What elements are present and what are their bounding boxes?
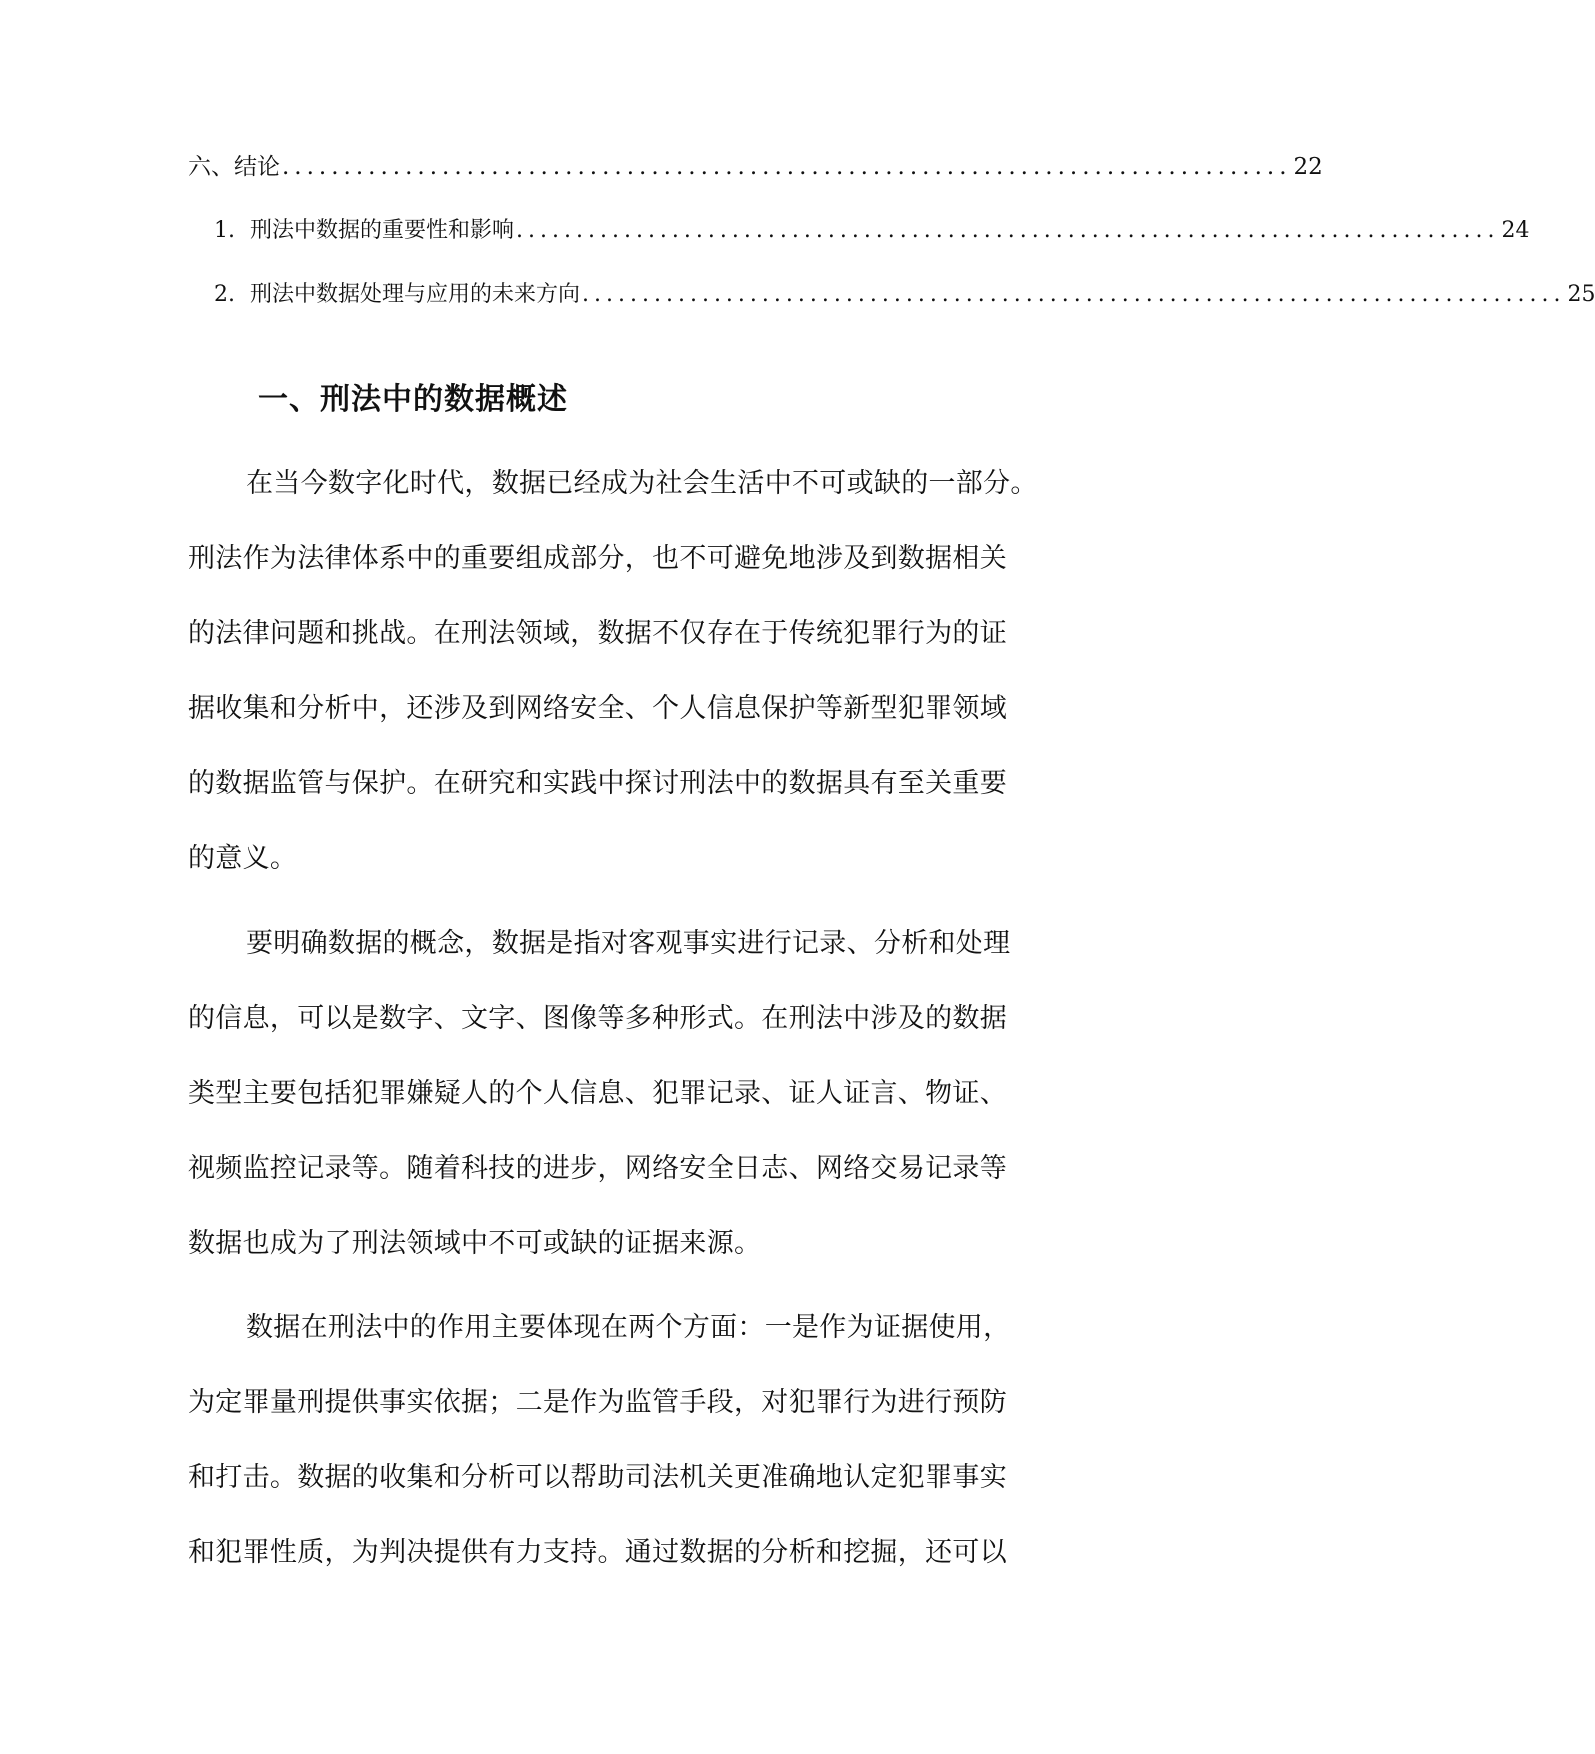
toc-entry-label: 刑法中数据处理与应用的未来方向 bbox=[250, 282, 581, 307]
paragraph-line: 在当今数字化时代，数据已经成为社会生活中不可或缺的一部分。 bbox=[246, 468, 1038, 499]
paragraph-line: 要明确数据的概念，数据是指对客观事实进行记录、分析和处理 bbox=[246, 928, 1011, 959]
paragraph-line: 的法律问题和挑战。在刑法领域，数据不仅存在于传统犯罪行为的证 bbox=[188, 618, 1007, 649]
body-paragraph bbox=[188, 1290, 1052, 1590]
paragraph-line: 类型主要包括犯罪嫌疑人的个人信息、犯罪记录、证人证言、物证、 bbox=[188, 1078, 1007, 1109]
toc-page-number: 25 bbox=[1567, 282, 1595, 307]
body-paragraph bbox=[188, 446, 1052, 896]
paragraph-line: 和犯罪性质，为判决提供有力支持。通过数据的分析和挖掘，还可以 bbox=[188, 1537, 1007, 1568]
paragraph-line: 视频监控记录等。随着科技的进步，网络安全日志、网络交易记录等 bbox=[188, 1153, 1007, 1184]
paragraph-line: 为定罪量刑提供事实依据；二是作为监管手段，对犯罪行为进行预防 bbox=[188, 1387, 1007, 1418]
toc-entry-sub-1[interactable] bbox=[214, 214, 1530, 248]
paragraph-line: 和打击。数据的收集和分析可以帮助司法机关更准确地认定犯罪事实 bbox=[188, 1462, 1007, 1493]
toc-entry-label: 刑法中数据的重要性和影响 bbox=[250, 218, 515, 243]
toc-entry-label: 六、结论 bbox=[188, 154, 280, 180]
toc-entry-conclusion[interactable] bbox=[188, 150, 1323, 184]
toc-entry-number: 1. bbox=[214, 218, 235, 243]
toc-page-number: 22 bbox=[1293, 154, 1323, 180]
toc-leader-dots: .................................................................................. bbox=[282, 154, 1292, 180]
toc-entry-sub-2[interactable] bbox=[214, 278, 1595, 312]
paragraph-line: 的数据监管与保护。在研究和实践中探讨刑法中的数据具有至关重要 bbox=[188, 768, 1007, 799]
paragraph-line: 的信息，可以是数字、文字、图像等多种形式。在刑法中涉及的数据 bbox=[188, 1003, 1007, 1034]
toc-entry-number: 2. bbox=[214, 282, 235, 307]
toc-page-number: 24 bbox=[1501, 218, 1530, 243]
paragraph-line: 数据在刑法中的作用主要体现在两个方面：一是作为证据使用， bbox=[246, 1312, 1011, 1343]
section-heading: 一、刑法中的数据概述 bbox=[258, 382, 568, 417]
toc-leader-dots: .................................................................................. bbox=[582, 282, 1566, 307]
body-paragraph bbox=[188, 906, 1052, 1281]
paragraph-line: 数据也成为了刑法领域中不可或缺的证据来源。 bbox=[188, 1228, 762, 1259]
paragraph-line: 的意义。 bbox=[188, 843, 298, 874]
toc-leader-dots: .................................................................................. bbox=[516, 218, 1500, 243]
paragraph-line: 刑法作为法律体系中的重要组成部分，也不可避免地涉及到数据相关 bbox=[188, 543, 1007, 574]
paragraph-line: 据收集和分析中，还涉及到网络安全、个人信息保护等新型犯罪领域 bbox=[188, 693, 1007, 724]
